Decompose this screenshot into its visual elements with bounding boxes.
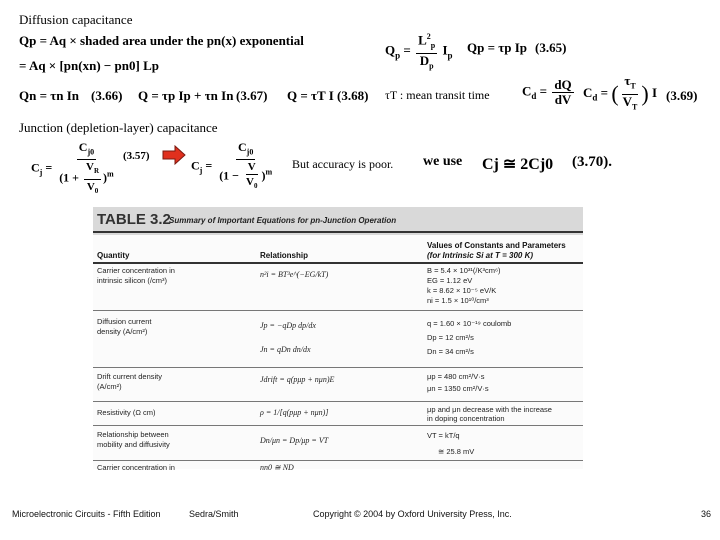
- row-4-quantity-line-1: mobility and diffusivity: [97, 440, 170, 449]
- cd-tau-equation: $C_d$ = ( $\frac{\tau_T}{V_T}$ ) I: [583, 73, 658, 112]
- eq-tag-3-65: (3.65): [535, 40, 567, 55]
- row-1-value-0: q = 1.60 × 10⁻¹⁹ coulomb: [427, 319, 512, 328]
- qp-lp-dp-equation: $Q_p$ = $\frac{L^2_p}{D_p}$ $I_p$: [385, 32, 453, 71]
- eq-tag-3-69: (3.69): [666, 88, 698, 103]
- qn-equation: Qn = τn In: [19, 88, 80, 103]
- qp-expansion-equation: = Aq × [pn(xn) − pn0] Lp: [19, 58, 159, 73]
- row-1-relationship-1: Jn = qDn dn/dx: [260, 345, 311, 354]
- row-1-value-2: Dn = 34 cm²/s: [427, 347, 474, 356]
- row-0-value-2: k = 8.62 × 10⁻⁵ eV/K: [427, 286, 497, 295]
- row-4-value-1: ≅ 25.8 mV: [438, 447, 475, 456]
- row-0-relationship: n²i = BT³e^(−EG/kT): [260, 270, 329, 279]
- right-arrow-icon: [162, 145, 186, 165]
- row-1-relationship-0: Jp = −qDp dp/dx: [260, 321, 316, 330]
- row-1-quantity-line-0: Diffusion current: [97, 317, 152, 326]
- accuracy-note: But accuracy is poor.: [292, 157, 394, 171]
- footer-authors: Sedra/Smith: [189, 509, 239, 519]
- table-rule: [93, 262, 583, 264]
- summary-table: [93, 207, 583, 472]
- footer-book-title: Microelectronic Circuits - Fifth Edition: [12, 509, 161, 519]
- row-4-value-0: VT = kT/q: [427, 431, 460, 440]
- cd-derivative-equation: $C_d$ = $\frac{dQ}{dV}$: [522, 77, 572, 107]
- column-header-values-line2: (for Intrinsic Si at T = 300 K): [427, 251, 534, 260]
- row-2-value-0: μp = 480 cm²/V·s: [427, 372, 485, 381]
- table-rule: [93, 460, 583, 461]
- row-0-value-3: ni = 1.5 × 10¹⁰/cm³: [427, 296, 489, 305]
- cj-forward-bias-equation: $C_j$ = $C_{j0}$ (1 − $\frac{V}{V_0}$ )$^m$: [191, 140, 273, 191]
- row-2-relationship: Jdrift = q(pμp + nμn)E: [260, 375, 335, 384]
- junction-capacitance-heading: Junction (depletion-layer) capacitance: [19, 120, 218, 135]
- we-use-label: we use: [423, 154, 463, 169]
- eq-tag-3-70: (3.70).: [572, 154, 612, 170]
- row-3-value-0: μp and μn decrease with the increase: [427, 405, 552, 414]
- table-caption: Summary of Important Equations for pn-Junction Operation: [169, 216, 397, 225]
- row-2-quantity-line-0: Drift current density: [97, 372, 163, 381]
- eq-tag-3-67: (3.67): [236, 88, 268, 103]
- row-5-quantity-line-0: Carrier concentration in: [97, 463, 175, 472]
- qp-tau-equation: Qp = τp Ip: [467, 40, 528, 55]
- row-3-relationship: ρ = 1/[q(pμp + nμn)]: [260, 408, 329, 417]
- footer-copyright: Copyright © 2004 by Oxford University Press, Inc.: [313, 509, 512, 519]
- row-1-quantity-line-1: density (A/cm²): [97, 327, 148, 336]
- row-3-quantity-line-0: Resistivity (Ω cm): [97, 408, 156, 417]
- table-number: TABLE 3.2: [97, 211, 171, 228]
- q-total-equation: Q = τp Ip + τn In: [138, 88, 234, 103]
- row-4-quantity-line-0: Relationship between: [97, 430, 169, 439]
- row-0-quantity-line-1: intrinsic silicon (/cm³): [97, 276, 168, 285]
- row-2-quantity-line-1: (A/cm²): [97, 382, 122, 391]
- q-tau-t-equation: Q = τT I: [287, 88, 334, 103]
- row-0-value-1: EG = 1.12 eV: [427, 276, 473, 285]
- table-rule: [93, 425, 583, 426]
- table-rule: [93, 231, 583, 233]
- mean-transit-time-note: τT : mean transit time: [385, 88, 490, 102]
- row-4-relationship: Dn/μn = Dp/μp = VT: [260, 436, 329, 445]
- column-header-values-line1: Values of Constants and Parameters: [427, 241, 566, 250]
- cj-approx-equation: Cj ≅ 2Cj0: [482, 156, 554, 173]
- row-5-relationship-0: nn0 ≅ ND: [260, 463, 294, 472]
- row-1-value-1: Dp = 12 cm²/s: [427, 333, 474, 342]
- row-2-value-1: μn = 1350 cm²/V·s: [427, 384, 489, 393]
- column-header-quantity: Quantity: [97, 251, 130, 260]
- eq-tag-3-68: (3.68): [337, 88, 369, 103]
- column-header-relationship: Relationship: [260, 251, 309, 260]
- diffusion-capacitance-heading: Diffusion capacitance: [19, 12, 133, 27]
- table-rule: [93, 367, 583, 368]
- row-0-value-0: B = 5.4 × 10³¹(/K³cm⁶): [427, 266, 501, 275]
- qp-definition-equation: Qp = Aq × shaded area under the pn(x) exponential: [19, 33, 304, 48]
- page-number: 36: [701, 509, 712, 519]
- row-0-quantity-line-0: Carrier concentration in: [97, 266, 175, 275]
- eq-tag-3-57: (3.57): [123, 150, 150, 162]
- cj-reverse-bias-equation: $C_j$ = $C_{j0}$ (1 + $\frac{V_R}{V_0}$ )$^m$: [31, 140, 114, 195]
- table-rule: [93, 310, 583, 311]
- eq-tag-3-66: (3.66): [91, 88, 123, 103]
- row-3-value-1: in doping concentration: [427, 414, 505, 423]
- table-rule: [93, 401, 583, 402]
